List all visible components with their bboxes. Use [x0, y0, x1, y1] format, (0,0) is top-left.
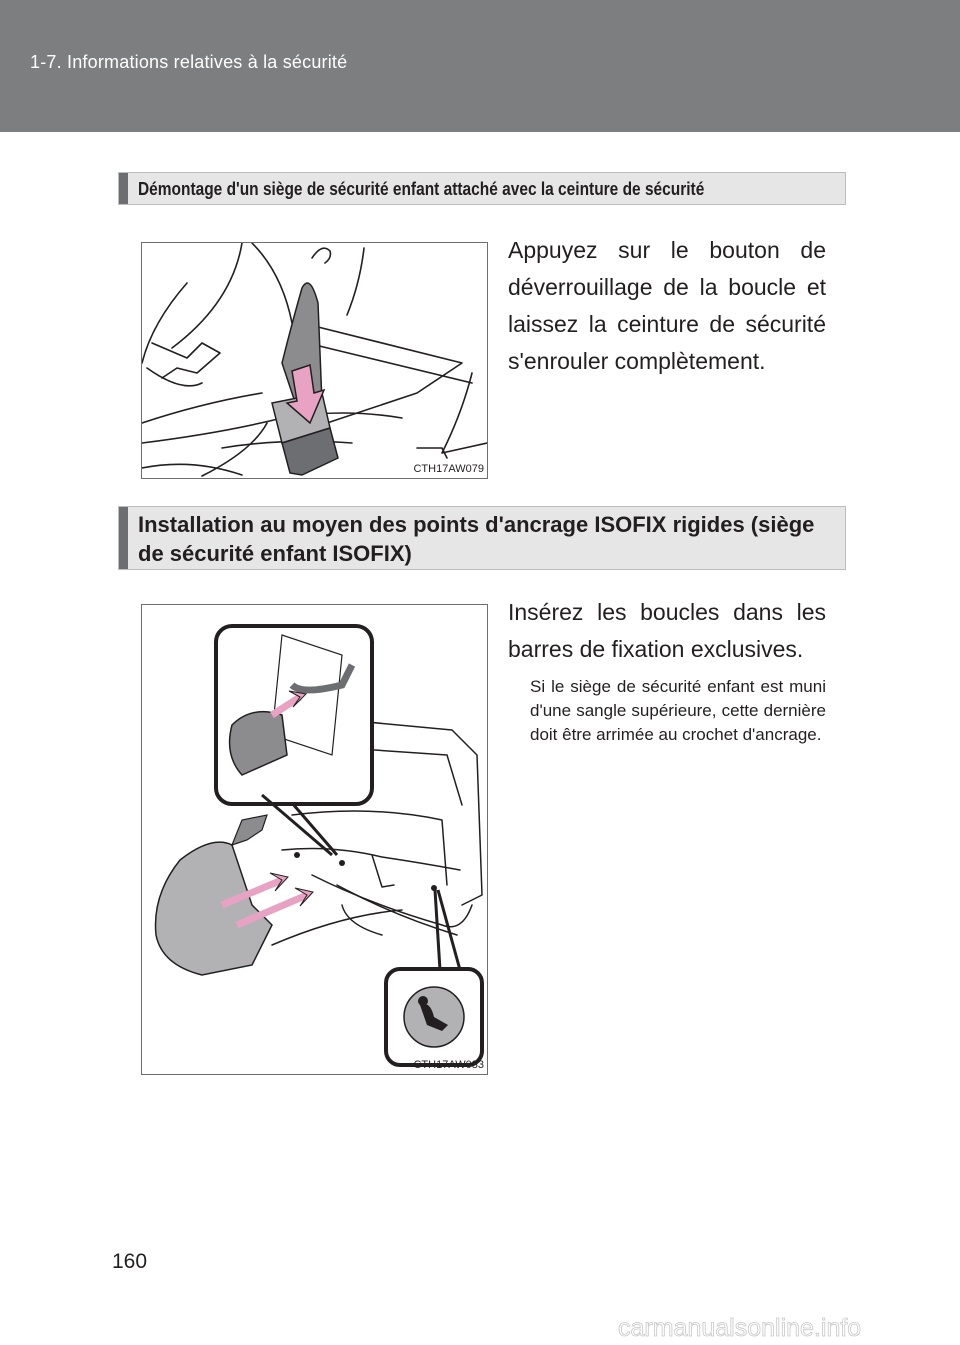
section-title: Installation au moyen des points d'ancrage ISOFIX rigides (siège de sécurité enfant ISOFIX) [138, 512, 815, 566]
watermark-logo [618, 1314, 954, 1341]
page-header [0, 0, 960, 132]
figure-buckle-release [141, 242, 488, 479]
isofix-illustration [142, 605, 487, 1074]
instruction-text: Appuyez sur le bouton de déverrouillage de la boucle et laissez la ceinture de sécurité s'enrouler complètement. [508, 237, 826, 374]
header-title: 1-7. Informations relatives à la sécurité [30, 52, 348, 72]
page-number: 160 [112, 1250, 148, 1273]
section-accent [119, 173, 128, 204]
section-title: Démontage d'un siège de sécurité enfant attaché avec la ceinture de sécurité [138, 179, 705, 199]
section-accent [119, 507, 128, 569]
section-heading-remove-seat [118, 172, 846, 205]
instruction-text: Insérez les boucles dans les barres de fixation exclusives. [508, 599, 826, 662]
figure-isofix-install [141, 604, 488, 1075]
figure-code: CTH17AW079 [413, 463, 484, 475]
figure-code: CTH17AW083 [413, 1059, 484, 1071]
watermark-text: carmanualsonline.info [618, 1314, 862, 1341]
section-heading-isofix [118, 506, 846, 570]
note-text: Si le siège de sécurité enfant est muni d'une sangle supérieure, cette dernière doit être arrimée au crochet d'ancrage. [530, 677, 826, 744]
buckle-release-illustration [142, 243, 487, 478]
